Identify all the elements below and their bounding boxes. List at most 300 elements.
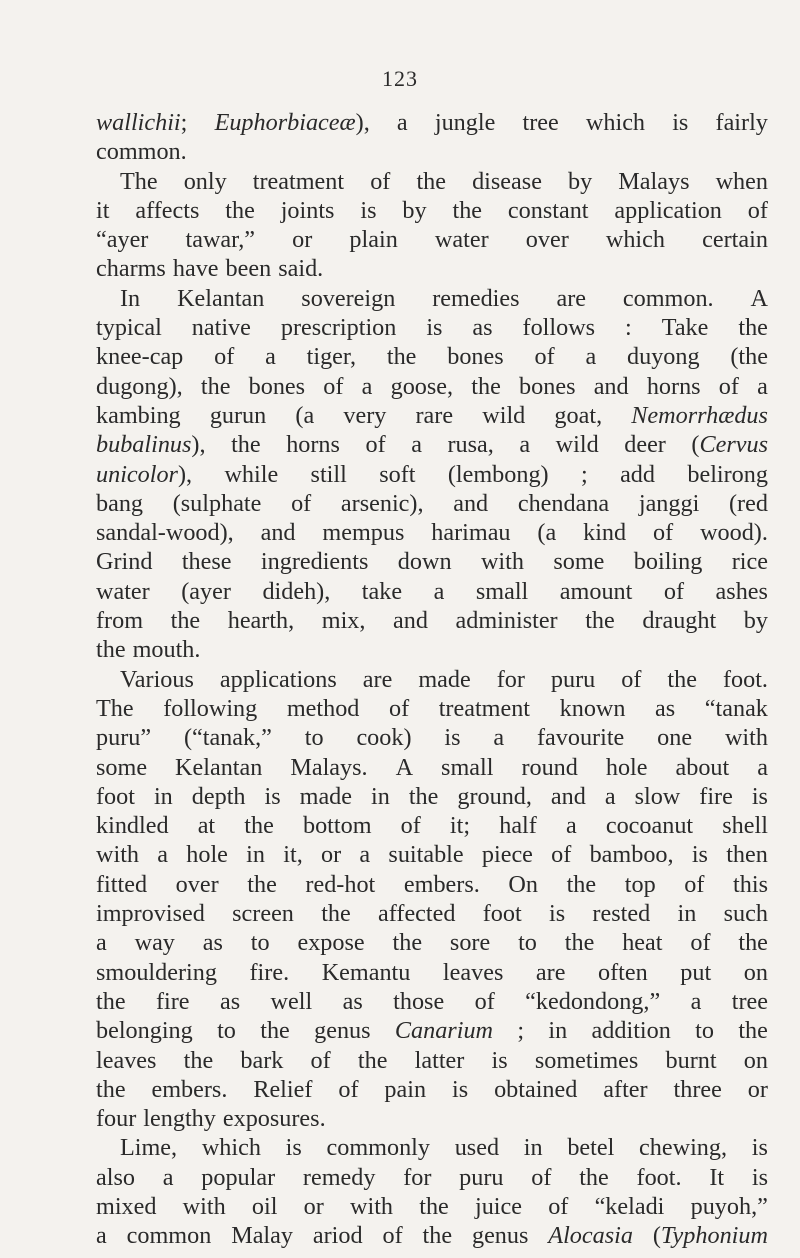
word: application bbox=[614, 196, 722, 224]
word: and bbox=[393, 607, 428, 635]
word: with bbox=[96, 841, 140, 869]
word: puru” bbox=[96, 724, 152, 752]
word: ashes bbox=[715, 577, 768, 605]
word: leaves bbox=[442, 958, 504, 986]
text-line bbox=[96, 137, 768, 166]
word: (lembong) bbox=[447, 460, 549, 488]
word: the bbox=[392, 929, 423, 957]
word: applications bbox=[219, 665, 337, 693]
word: is bbox=[751, 1134, 768, 1162]
word: puru bbox=[550, 665, 596, 693]
word: water bbox=[96, 577, 150, 605]
word: common. bbox=[622, 284, 714, 312]
word: On bbox=[508, 870, 538, 898]
word: of bbox=[551, 841, 572, 869]
word: and bbox=[593, 372, 629, 400]
word: chendana bbox=[517, 489, 610, 517]
word: it, bbox=[283, 841, 303, 869]
body-text bbox=[96, 108, 768, 1251]
word: embers. bbox=[151, 1075, 228, 1103]
word: smouldering bbox=[96, 958, 217, 986]
word: of bbox=[400, 812, 421, 840]
word: plain bbox=[349, 226, 398, 254]
word: embers. bbox=[403, 870, 480, 898]
text-line bbox=[96, 665, 768, 694]
word: to bbox=[304, 724, 324, 752]
text-line bbox=[96, 811, 768, 840]
word: is bbox=[360, 196, 377, 224]
word: made bbox=[299, 782, 353, 810]
word: the bbox=[247, 870, 277, 898]
word: and bbox=[453, 489, 489, 517]
word: the bbox=[96, 636, 126, 664]
word: belirong bbox=[687, 460, 768, 488]
word: half bbox=[499, 812, 537, 840]
text-line bbox=[96, 1133, 768, 1162]
word: “ayer bbox=[96, 226, 149, 254]
word: over bbox=[525, 226, 569, 254]
word: lengthy bbox=[143, 1105, 216, 1133]
word: is bbox=[672, 109, 689, 136]
word: is bbox=[751, 782, 768, 810]
word: are bbox=[362, 665, 393, 693]
word: draught bbox=[642, 607, 717, 635]
word: the bbox=[419, 1192, 449, 1220]
word: Kelantan bbox=[175, 753, 263, 781]
word: to bbox=[518, 929, 537, 957]
word: genus bbox=[314, 1017, 371, 1045]
word: in bbox=[246, 841, 265, 869]
word: cocoanut bbox=[605, 812, 694, 840]
word: constant bbox=[507, 196, 589, 224]
word: wood). bbox=[700, 519, 768, 547]
word: of bbox=[531, 1163, 552, 1191]
word: (ayer bbox=[181, 577, 231, 605]
text-line bbox=[96, 1046, 768, 1075]
word: tree bbox=[731, 987, 768, 1015]
word: following bbox=[163, 694, 258, 722]
word: of bbox=[684, 870, 705, 898]
word: in bbox=[153, 782, 173, 810]
word: is bbox=[426, 314, 443, 342]
word: top bbox=[624, 870, 656, 898]
word: as bbox=[219, 987, 241, 1015]
word: gurun bbox=[209, 401, 267, 429]
word: have bbox=[172, 255, 219, 283]
word: the bbox=[96, 987, 126, 1015]
text-line bbox=[96, 167, 768, 196]
word: native bbox=[191, 314, 251, 342]
word: of bbox=[370, 167, 391, 195]
word: a bbox=[96, 1222, 107, 1250]
word: wallichii; bbox=[96, 109, 188, 136]
word: a bbox=[565, 812, 577, 840]
word: slow bbox=[634, 782, 681, 810]
word: the bbox=[96, 1075, 126, 1103]
word: mix, bbox=[321, 607, 366, 635]
word: Kemantu bbox=[321, 958, 411, 986]
word: by bbox=[568, 167, 593, 195]
word: mempus bbox=[322, 519, 405, 547]
word: a bbox=[361, 372, 373, 400]
word: “kedondong,” bbox=[525, 987, 661, 1015]
word: (“tanak,” bbox=[183, 724, 272, 752]
word: add bbox=[620, 460, 655, 488]
word: It bbox=[709, 1163, 725, 1191]
word: Euphorbiaceæ), bbox=[214, 109, 370, 136]
page-number: 123 bbox=[382, 66, 418, 91]
text-line bbox=[96, 1221, 768, 1250]
word: used bbox=[454, 1134, 500, 1162]
word: “tanak bbox=[704, 694, 768, 722]
word: rare bbox=[415, 401, 454, 429]
text-line bbox=[96, 518, 768, 547]
word: obtained bbox=[494, 1075, 578, 1103]
word: treatment bbox=[438, 694, 531, 722]
word: the bbox=[183, 1046, 214, 1074]
word: foot. bbox=[722, 665, 768, 693]
word: of bbox=[663, 577, 685, 605]
word: A bbox=[395, 753, 414, 781]
word: a bbox=[585, 343, 597, 371]
text-line bbox=[96, 1163, 768, 1192]
word: some bbox=[553, 548, 605, 576]
word: only bbox=[183, 167, 227, 195]
word: Malays bbox=[618, 167, 690, 195]
word: from bbox=[96, 607, 144, 635]
text-line bbox=[96, 928, 768, 957]
word: while bbox=[224, 460, 279, 488]
word: and bbox=[550, 782, 586, 810]
word: one bbox=[657, 724, 693, 752]
word: in bbox=[371, 782, 390, 810]
word: a bbox=[162, 1163, 174, 1191]
word: (a bbox=[295, 401, 315, 429]
word: after bbox=[603, 1075, 648, 1103]
word: piece bbox=[481, 841, 533, 869]
word: joints bbox=[280, 196, 335, 224]
word: mixed bbox=[96, 1192, 157, 1220]
text-line bbox=[96, 342, 768, 371]
text-line bbox=[96, 577, 768, 606]
word: with bbox=[182, 1192, 226, 1220]
word: which bbox=[605, 226, 665, 254]
word: as bbox=[655, 694, 676, 722]
word: Lime, bbox=[120, 1134, 178, 1162]
word: the bbox=[738, 929, 768, 957]
word: prescription bbox=[280, 314, 397, 342]
word: bamboo, bbox=[589, 841, 674, 869]
word: arsenic), bbox=[340, 489, 424, 517]
word: kind bbox=[583, 519, 627, 547]
word: hearth, bbox=[227, 607, 295, 635]
word: shell bbox=[722, 812, 768, 840]
text-line bbox=[96, 899, 768, 928]
word: dideh), bbox=[262, 577, 331, 605]
word: of bbox=[474, 987, 495, 1015]
word: bones bbox=[447, 343, 504, 371]
word: affects bbox=[135, 196, 200, 224]
word: or bbox=[321, 841, 342, 869]
word: a bbox=[757, 753, 768, 781]
word: of bbox=[534, 343, 555, 371]
word: in bbox=[677, 900, 697, 928]
word: a bbox=[96, 929, 107, 957]
word: about bbox=[675, 753, 730, 781]
word: as bbox=[472, 314, 493, 342]
word: as bbox=[342, 987, 363, 1015]
word: wild bbox=[482, 401, 526, 429]
word: the bbox=[244, 812, 274, 840]
word: bottom bbox=[302, 812, 372, 840]
text-line bbox=[96, 401, 768, 430]
word: of bbox=[310, 1046, 331, 1074]
word: by bbox=[743, 607, 768, 635]
word: leaves bbox=[96, 1046, 157, 1074]
word: which bbox=[201, 1134, 261, 1162]
word: sandal-wood), bbox=[96, 519, 234, 547]
word: or bbox=[292, 226, 313, 254]
word: depth bbox=[191, 782, 246, 810]
word: bubalinus), bbox=[96, 431, 206, 459]
text-line bbox=[96, 430, 768, 459]
word: of bbox=[747, 196, 768, 224]
word: or bbox=[747, 1075, 768, 1103]
text-line bbox=[96, 225, 768, 254]
word: a bbox=[411, 431, 422, 459]
word: the bbox=[231, 431, 261, 459]
word: bark bbox=[240, 1046, 284, 1074]
word: is bbox=[751, 1163, 768, 1191]
word: small bbox=[475, 577, 529, 605]
word: is bbox=[444, 724, 461, 752]
word: in bbox=[523, 1134, 543, 1162]
word: (a bbox=[537, 519, 557, 547]
word: screen bbox=[232, 900, 294, 928]
text-line bbox=[96, 489, 768, 518]
word: oil bbox=[251, 1192, 278, 1220]
word: known bbox=[559, 694, 626, 722]
word: the bbox=[738, 1017, 768, 1045]
word: of bbox=[548, 1192, 569, 1220]
text-line bbox=[96, 372, 768, 401]
word: is bbox=[285, 1134, 302, 1162]
text-line bbox=[96, 284, 768, 313]
word: small bbox=[441, 753, 494, 781]
word: chewing, bbox=[639, 1134, 728, 1162]
text-line bbox=[96, 782, 768, 811]
word: fitted bbox=[96, 870, 148, 898]
word: : bbox=[625, 314, 632, 342]
word: on bbox=[743, 1046, 768, 1074]
word: the bbox=[200, 372, 231, 400]
word: is bbox=[491, 1046, 508, 1074]
word: foot bbox=[96, 782, 135, 810]
text-line bbox=[96, 753, 768, 782]
word: is bbox=[691, 841, 708, 869]
word: bang bbox=[96, 489, 144, 517]
text-line bbox=[96, 313, 768, 342]
word: popular bbox=[201, 1163, 276, 1191]
word: follows bbox=[522, 314, 596, 342]
word: (red bbox=[729, 489, 768, 517]
word: the bbox=[452, 196, 483, 224]
word: favourite bbox=[536, 724, 625, 752]
word: are bbox=[535, 958, 566, 986]
word: by bbox=[402, 196, 427, 224]
word: rusa, bbox=[447, 431, 494, 459]
word: is bbox=[264, 782, 281, 810]
word: jungle bbox=[434, 109, 496, 136]
word: knee-cap bbox=[96, 343, 184, 371]
word: harimau bbox=[431, 519, 511, 547]
word: duyong bbox=[627, 343, 700, 371]
word: in bbox=[548, 1017, 568, 1045]
text-line bbox=[96, 987, 768, 1016]
word: Kelantan bbox=[177, 284, 265, 312]
word: a bbox=[265, 343, 276, 371]
text-line bbox=[96, 1075, 768, 1104]
word: Relief bbox=[253, 1075, 313, 1103]
word: ; bbox=[580, 460, 588, 488]
word: a bbox=[433, 577, 445, 605]
word: a bbox=[690, 987, 702, 1015]
word: kambing bbox=[96, 401, 181, 429]
word: juice bbox=[474, 1192, 522, 1220]
word: on bbox=[743, 958, 768, 986]
word: the bbox=[566, 870, 597, 898]
word: and bbox=[260, 519, 296, 547]
text-line bbox=[96, 108, 768, 137]
word: expose bbox=[297, 929, 365, 957]
word: improvised bbox=[96, 900, 205, 928]
word: A bbox=[750, 284, 768, 312]
word: horns bbox=[286, 431, 340, 459]
word: bones bbox=[248, 372, 306, 400]
word: belonging bbox=[96, 1017, 193, 1045]
word: (sulphate bbox=[172, 489, 262, 517]
word: remedies bbox=[432, 284, 520, 312]
word: the bbox=[408, 782, 439, 810]
word: the bbox=[260, 1017, 290, 1045]
word: The bbox=[120, 167, 158, 195]
word: affected bbox=[378, 900, 456, 928]
word: charms bbox=[96, 255, 166, 283]
word: Various bbox=[120, 665, 194, 693]
word: this bbox=[733, 870, 768, 898]
word: the bbox=[357, 1046, 388, 1074]
word: suitable bbox=[388, 841, 464, 869]
text-line bbox=[96, 1104, 768, 1133]
word: of bbox=[365, 431, 386, 459]
word: said. bbox=[278, 255, 324, 283]
word: Grind bbox=[96, 548, 153, 576]
word: unicolor), bbox=[96, 460, 193, 488]
word: treatment bbox=[252, 167, 345, 195]
word: the bbox=[386, 343, 417, 371]
word: at bbox=[197, 812, 216, 840]
word: a bbox=[519, 431, 531, 459]
word: of bbox=[690, 929, 711, 957]
text-line bbox=[96, 840, 768, 869]
word: (the bbox=[730, 343, 768, 371]
word: common bbox=[126, 1222, 212, 1250]
word: as bbox=[202, 929, 223, 957]
word: goose, bbox=[390, 372, 454, 400]
word: also bbox=[96, 1163, 135, 1191]
text-line bbox=[96, 958, 768, 987]
word: (Cervus bbox=[691, 431, 768, 459]
word: been bbox=[225, 255, 272, 283]
word: hole bbox=[605, 753, 648, 781]
text-line bbox=[96, 694, 768, 723]
word: of bbox=[653, 519, 674, 547]
word: horns bbox=[646, 372, 701, 400]
word: the bbox=[667, 665, 697, 693]
word: it bbox=[96, 196, 110, 224]
word: over bbox=[175, 870, 219, 898]
word: these bbox=[181, 548, 232, 576]
word: ingredients bbox=[260, 548, 369, 576]
word: certain bbox=[702, 226, 768, 254]
word: puru bbox=[459, 1163, 504, 1191]
word: to bbox=[217, 1017, 236, 1045]
word: when bbox=[715, 167, 768, 195]
word: remedy bbox=[302, 1163, 376, 1191]
word: betel bbox=[567, 1134, 615, 1162]
word: way bbox=[134, 929, 175, 957]
word: made bbox=[418, 665, 471, 693]
text-line bbox=[96, 196, 768, 225]
text-line bbox=[96, 723, 768, 752]
word: sore bbox=[449, 929, 491, 957]
word: tree bbox=[522, 109, 559, 136]
word: ground, bbox=[457, 782, 532, 810]
word: tawar,” bbox=[185, 226, 256, 254]
word: fire bbox=[155, 987, 190, 1015]
word: genus bbox=[471, 1222, 529, 1250]
word: the bbox=[321, 900, 351, 928]
word: with bbox=[724, 724, 768, 752]
word: the bbox=[170, 607, 201, 635]
word: goat, bbox=[554, 401, 603, 429]
word: Alocasia bbox=[548, 1222, 633, 1250]
word: “keladi bbox=[594, 1192, 665, 1220]
word: with bbox=[480, 548, 524, 576]
word: of bbox=[621, 665, 642, 693]
word: often bbox=[598, 958, 648, 986]
word: burnt bbox=[665, 1046, 717, 1074]
text-line bbox=[96, 606, 768, 635]
word: or bbox=[303, 1192, 324, 1220]
word: fire. bbox=[249, 958, 290, 986]
text-line bbox=[96, 254, 768, 283]
word: of bbox=[382, 1222, 403, 1250]
word: a bbox=[604, 782, 616, 810]
word: red-hot bbox=[305, 870, 376, 898]
word: Nemorrhædus bbox=[631, 401, 768, 429]
word: four bbox=[96, 1105, 137, 1133]
word: of bbox=[214, 343, 235, 371]
word: disease bbox=[472, 167, 542, 195]
word: bones bbox=[519, 372, 576, 400]
word: the bbox=[738, 314, 768, 342]
word: round bbox=[521, 753, 578, 781]
word: a bbox=[757, 372, 768, 400]
word: to bbox=[695, 1017, 714, 1045]
word: the bbox=[579, 1163, 609, 1191]
word: heat bbox=[622, 929, 663, 957]
